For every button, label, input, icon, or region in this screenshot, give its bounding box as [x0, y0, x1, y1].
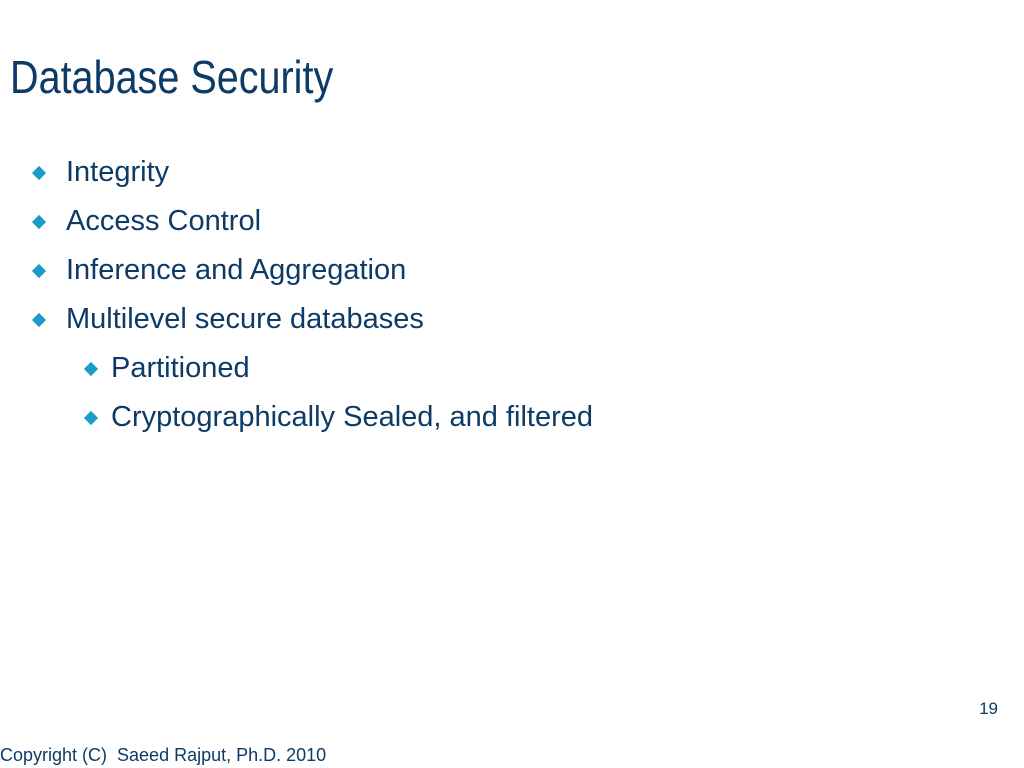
bullet-item: [0, 246, 593, 295]
diamond-bullet-icon: [32, 263, 46, 277]
sub-bullet-text: Cryptographically Sealed, and filtered: [111, 401, 593, 433]
bullet-text: Multilevel secure databases: [66, 303, 424, 335]
page-number: 19: [979, 699, 998, 718]
sub-bullet-text: Partitioned: [111, 352, 250, 384]
diamond-bullet-icon: [84, 361, 98, 375]
diamond-bullet-icon: [32, 165, 46, 179]
bullet-text: Inference and Aggregation: [66, 254, 407, 286]
bullet-item: [0, 197, 593, 246]
bullet-text: Access Control: [66, 205, 262, 237]
bullet-item: [0, 148, 593, 197]
slide-title: Database Security: [10, 51, 334, 103]
bullet-text: Integrity: [66, 156, 170, 188]
sub-bullet-item: [0, 344, 593, 393]
sub-bullet-item: [0, 393, 593, 442]
diamond-bullet-icon: [32, 214, 46, 228]
copyright-footer: Copyright (C) Saeed Rajput, Ph.D. 2010: [0, 745, 327, 765]
diamond-bullet-icon: [84, 410, 98, 424]
bullet-item: [0, 295, 593, 344]
diamond-bullet-icon: [32, 312, 46, 326]
bullet-list: [0, 148, 593, 442]
